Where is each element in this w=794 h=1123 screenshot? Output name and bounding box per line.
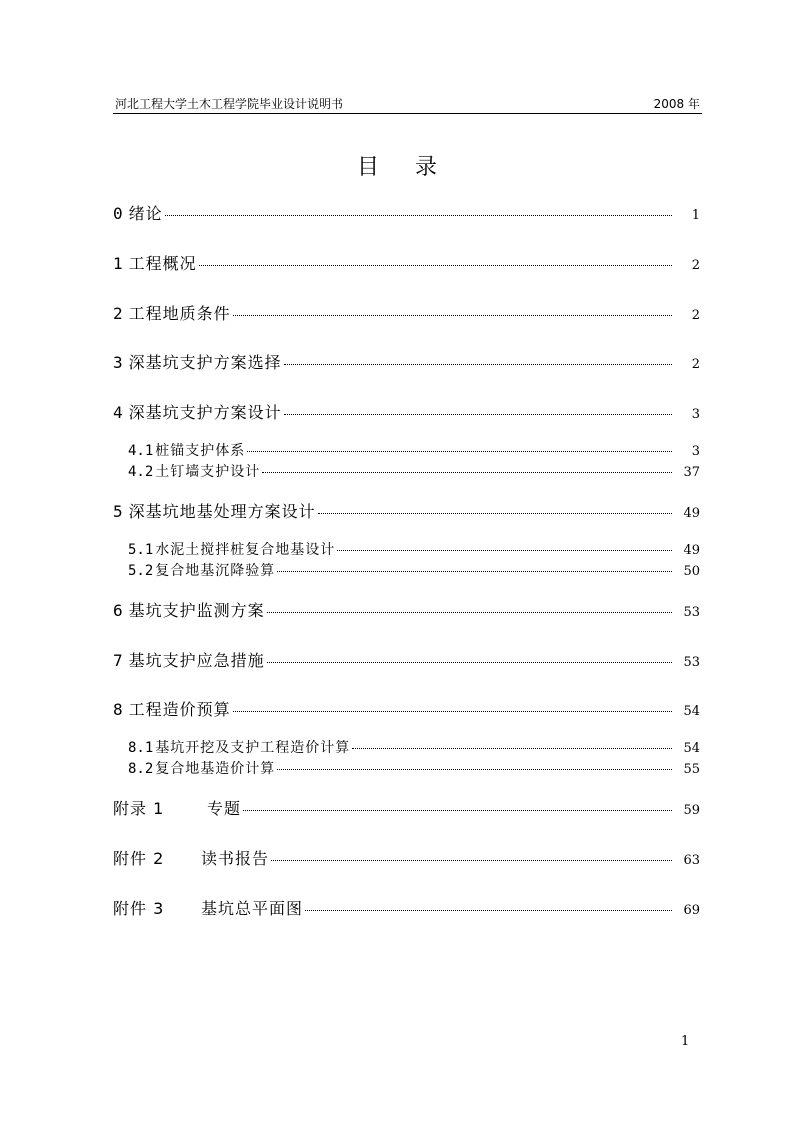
toc-entry-title: 桩锚支护体系 (155, 443, 246, 459)
toc-entry-attachment-2[interactable] (113, 846, 700, 870)
toc-entry-title: 基坑开挖及支护工程造价计算 (155, 740, 351, 756)
toc-entry-title: 深基坑支护方案选择 (128, 353, 282, 372)
toc-entry-5[interactable] (113, 499, 700, 523)
toc-entry-number: 1 (113, 254, 123, 273)
toc-leader (243, 810, 672, 811)
toc-entry-page: 69 (683, 903, 700, 918)
toc-entry-number: 0 (113, 204, 123, 223)
toc-entry-title: 水泥土搅拌桩复合地基设计 (155, 542, 336, 558)
toc-leader (277, 571, 672, 572)
toc-leader (271, 860, 672, 861)
toc-leader (305, 910, 672, 911)
toc-leader (262, 472, 672, 473)
toc-leader (318, 513, 672, 514)
toc-entry-title: 复合地基造价计算 (155, 761, 276, 777)
toc-leader (277, 769, 672, 770)
toc-entry-number: 4.1 (128, 443, 154, 459)
toc-entry-page: 3 (691, 407, 700, 422)
toc-entry-page: 2 (691, 357, 700, 372)
toc-leader (247, 451, 672, 452)
toc-entry-page: 2 (691, 308, 700, 323)
toc-entry-page: 54 (683, 741, 700, 756)
toc-entry-appendix-1[interactable] (113, 796, 700, 820)
toc-entry-number: 8.2 (128, 761, 154, 777)
toc-entry-title: 工程地质条件 (128, 304, 231, 323)
header-year: 2008 年 (653, 97, 700, 111)
toc-leader (233, 315, 672, 316)
toc-entry-8-2[interactable] (128, 758, 700, 778)
toc-entry-title: 工程造价预算 (128, 700, 231, 719)
toc-entry-title: 深基坑支护方案设计 (128, 403, 282, 422)
toc-entry-title: 基坑支护监测方案 (128, 601, 265, 620)
toc-entry-title: 基坑支护应急措施 (128, 651, 265, 670)
toc-entry-number: 5.1 (128, 542, 154, 558)
toc-entry-title: 复合地基沉降验算 (155, 563, 276, 579)
toc-entry-number: 4 (113, 403, 123, 422)
toc-entry-number: 附录 1 (113, 799, 165, 818)
toc-entry-page: 50 (683, 564, 700, 579)
toc-entry-title: 基坑总平面图 (201, 899, 304, 918)
page-number: 1 (681, 1034, 690, 1049)
toc-entry-page: 2 (691, 258, 700, 273)
toc-entry-title: 绪论 (128, 204, 163, 223)
toc-leader (267, 612, 672, 613)
toc-entry-page: 37 (683, 465, 700, 480)
toc-leader (284, 414, 672, 415)
toc-entry-number: 附件 2 (113, 849, 165, 868)
toc-entry-number: 5.2 (128, 563, 154, 579)
toc-entry-4-2[interactable] (128, 461, 700, 481)
toc-entry-page: 55 (683, 762, 700, 777)
toc-entry-page: 49 (683, 506, 700, 521)
toc-leader (352, 748, 672, 749)
toc-entry-0[interactable] (113, 201, 700, 225)
toc-entry-page: 53 (683, 655, 700, 670)
toc-entry-8-1[interactable] (128, 737, 700, 757)
toc-entry-1[interactable] (113, 251, 700, 275)
toc-entry-number: 4.2 (128, 464, 154, 480)
toc-entry-page: 53 (683, 605, 700, 620)
toc-entry-5-1[interactable] (128, 539, 700, 559)
toc-entry-4[interactable] (113, 400, 700, 424)
toc-entry-title: 读书报告 (201, 849, 270, 868)
toc-entry-page: 1 (691, 208, 700, 223)
toc-entry-page: 59 (683, 803, 700, 818)
toc-entry-4-1[interactable] (128, 440, 700, 460)
toc-entry-title: 土钉墙支护设计 (155, 464, 261, 480)
toc-entry-7[interactable] (113, 648, 700, 672)
page-title: 目录 (356, 155, 473, 180)
toc-entry-number: 8.1 (128, 740, 154, 756)
header-school-title: 河北工程大学土木工程学院毕业设计说明书 (115, 97, 344, 111)
toc-entry-number: 2 (113, 304, 123, 323)
toc-entry-8[interactable] (113, 697, 700, 721)
toc-entry-6[interactable] (113, 598, 700, 622)
toc-entry-title: 深基坑地基处理方案设计 (128, 502, 316, 521)
toc-entry-number: 5 (113, 502, 123, 521)
toc-leader (337, 550, 672, 551)
toc-leader (199, 265, 672, 266)
toc-leader (267, 662, 672, 663)
toc-leader (284, 364, 672, 365)
toc-entry-3[interactable] (113, 350, 700, 374)
toc-entry-number: 8 (113, 700, 123, 719)
toc-entry-number: 3 (113, 353, 123, 372)
toc-entry-number: 6 (113, 601, 123, 620)
toc-entry-title: 工程概况 (128, 254, 197, 273)
toc-entry-5-2[interactable] (128, 560, 700, 580)
toc-entry-page: 63 (683, 853, 700, 868)
toc-entry-page: 49 (683, 543, 700, 558)
toc-entry-2[interactable] (113, 301, 700, 325)
toc-entry-page: 54 (683, 704, 700, 719)
toc-entry-title: 专题 (207, 799, 242, 818)
toc-entry-number: 附件 3 (113, 899, 165, 918)
toc-leader (233, 711, 672, 712)
toc-entry-attachment-3[interactable] (113, 896, 700, 920)
toc-leader (165, 215, 672, 216)
toc-entry-page: 3 (691, 444, 700, 459)
toc-entry-number: 7 (113, 651, 123, 670)
page-header (113, 93, 702, 114)
